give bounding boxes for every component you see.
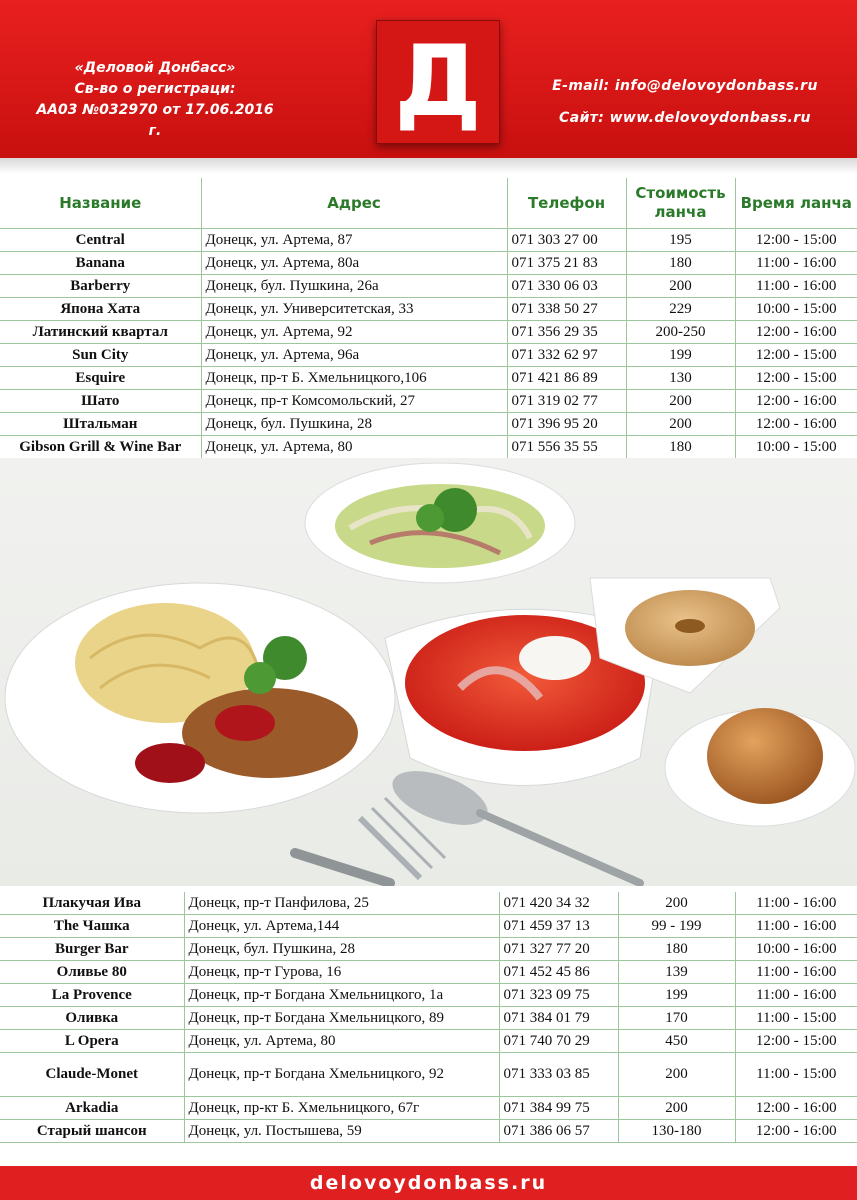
column-price-header: Стоимость ланча	[626, 178, 735, 229]
table-row	[0, 367, 857, 390]
restaurant-address: Донецк, пр-т Богдана Хмельницкого, 89	[184, 1007, 499, 1030]
restaurant-phone: 071 356 29 35	[507, 321, 626, 344]
header-shadow	[0, 158, 857, 174]
restaurant-name: Central	[0, 229, 201, 252]
restaurant-phone: 071 459 37 13	[499, 915, 618, 938]
lunch-time: 11:00 - 16:00	[735, 892, 857, 915]
restaurant-address: Донецк, ул. Постышева, 59	[184, 1120, 499, 1143]
lunch-price: 200	[626, 413, 735, 436]
lunch-illustration	[0, 458, 857, 886]
table-row	[0, 961, 857, 984]
table-row	[0, 915, 857, 938]
restaurant-address: Донецк, ул. Университетская, 33	[201, 298, 507, 321]
table-row	[0, 1097, 857, 1120]
table-row	[0, 321, 857, 344]
restaurant-address: Донецк, ул. Артема, 80а	[201, 252, 507, 275]
table-row	[0, 344, 857, 367]
restaurant-address: Донецк, пр-т Гурова, 16	[184, 961, 499, 984]
restaurant-phone: 071 556 35 55	[507, 436, 626, 459]
table-row	[0, 892, 857, 915]
lunch-price: 180	[618, 938, 735, 961]
footer-website-link[interactable]: delovoydonbass.ru	[309, 1172, 548, 1194]
restaurant-address: Донецк, пр-т Б. Хмельницкого,106	[201, 367, 507, 390]
lunch-time: 10:00 - 15:00	[735, 436, 857, 459]
restaurants-table-top	[0, 178, 857, 459]
lunch-time: 12:00 - 16:00	[735, 321, 857, 344]
lunch-time: 11:00 - 16:00	[735, 984, 857, 1007]
lunch-time: 11:00 - 16:00	[735, 961, 857, 984]
restaurant-phone: 071 319 02 77	[507, 390, 626, 413]
restaurant-phone: 071 452 45 86	[499, 961, 618, 984]
restaurant-address: Донецк, пр-кт Б. Хмельницкого, 67г	[184, 1097, 499, 1120]
lunch-time: 12:00 - 16:00	[735, 413, 857, 436]
lunch-time: 11:00 - 16:00	[735, 915, 857, 938]
table-row	[0, 1053, 857, 1097]
page-footer	[0, 1166, 857, 1200]
restaurant-name: Arkadia	[0, 1097, 184, 1120]
table-row	[0, 1007, 857, 1030]
restaurant-address: Донецк, ул. Артема, 80	[184, 1030, 499, 1053]
column-name-header: Название	[0, 178, 201, 229]
restaurant-phone: 071 333 03 85	[499, 1053, 618, 1097]
restaurant-phone: 071 330 06 03	[507, 275, 626, 298]
table-row	[0, 1030, 857, 1053]
restaurant-phone: 071 375 21 83	[507, 252, 626, 275]
registration-label: Св-во о регистраци:	[74, 81, 236, 97]
column-address-header: Адрес	[201, 178, 507, 229]
restaurant-phone: 071 323 09 75	[499, 984, 618, 1007]
lunch-time: 12:00 - 16:00	[735, 390, 857, 413]
lunch-time: 10:00 - 15:00	[735, 298, 857, 321]
lunch-price: 170	[618, 1007, 735, 1030]
lunch-price: 229	[626, 298, 735, 321]
website-link[interactable]: Сайт: www.delovoydonbass.ru	[559, 110, 811, 126]
publisher-name: «Деловой Донбасс»	[74, 60, 236, 76]
table-row	[0, 229, 857, 252]
restaurant-address: Донецк, пр-т Панфилова, 25	[184, 892, 499, 915]
restaurant-address: Донецк, ул. Артема,144	[184, 915, 499, 938]
lunch-time: 12:00 - 16:00	[735, 1120, 857, 1143]
table-row	[0, 938, 857, 961]
restaurant-name: Плакучая Ива	[0, 892, 184, 915]
registration-number: AA03 №032970 от 17.06.2016 г.	[36, 102, 274, 139]
lunch-price: 199	[618, 984, 735, 1007]
restaurant-name: Шато	[0, 390, 201, 413]
lunch-time: 12:00 - 15:00	[735, 229, 857, 252]
logo-letter: Д	[394, 25, 482, 139]
lunch-time: 12:00 - 15:00	[735, 367, 857, 390]
restaurant-name: Sun City	[0, 344, 201, 367]
restaurant-phone: 071 740 70 29	[499, 1030, 618, 1053]
restaurant-name: Япона Хата	[0, 298, 201, 321]
lunch-price: 450	[618, 1030, 735, 1053]
column-phone-header: Телефон	[507, 178, 626, 229]
restaurant-phone: 071 384 99 75	[499, 1097, 618, 1120]
contact-info	[520, 70, 850, 134]
restaurant-phone: 071 386 06 57	[499, 1120, 618, 1143]
restaurant-phone: 071 332 62 97	[507, 344, 626, 367]
lunch-time: 10:00 - 16:00	[735, 938, 857, 961]
lunch-price: 199	[626, 344, 735, 367]
restaurant-name: Оливье 80	[0, 961, 184, 984]
restaurant-address: Донецк, пр-т Комсомольский, 27	[201, 390, 507, 413]
logo	[376, 20, 500, 144]
restaurant-name: Banana	[0, 252, 201, 275]
lunch-price: 180	[626, 252, 735, 275]
lunch-price: 130-180	[618, 1120, 735, 1143]
lunch-price: 200	[626, 275, 735, 298]
restaurant-name: The Чашка	[0, 915, 184, 938]
registration-info	[30, 58, 280, 142]
table-row	[0, 436, 857, 459]
restaurant-address: Донецк, ул. Артема, 87	[201, 229, 507, 252]
restaurant-name: Латинский квартал	[0, 321, 201, 344]
lunch-time: 11:00 - 15:00	[735, 1007, 857, 1030]
restaurant-phone: 071 327 77 20	[499, 938, 618, 961]
lunch-time: 12:00 - 15:00	[735, 1030, 857, 1053]
page-header	[0, 0, 857, 158]
restaurant-name: La Provence	[0, 984, 184, 1007]
table-row	[0, 275, 857, 298]
lunch-time: 11:00 - 16:00	[735, 252, 857, 275]
restaurant-address: Донецк, ул. Артема, 92	[201, 321, 507, 344]
restaurant-address: Донецк, ул. Артема, 96а	[201, 344, 507, 367]
table-row	[0, 390, 857, 413]
restaurant-name: Оливка	[0, 1007, 184, 1030]
table-row	[0, 413, 857, 436]
restaurant-phone: 071 421 86 89	[507, 367, 626, 390]
lunch-time: 11:00 - 15:00	[735, 1053, 857, 1097]
restaurant-name: Burger Bar	[0, 938, 184, 961]
restaurant-address: Донецк, пр-т Богдана Хмельницкого, 1а	[184, 984, 499, 1007]
email-link[interactable]: E-mail: info@delovoydonbass.ru	[552, 78, 818, 94]
restaurant-phone: 071 420 34 32	[499, 892, 618, 915]
restaurant-name: Barberry	[0, 275, 201, 298]
table-header-row	[0, 178, 857, 229]
lunch-price: 139	[618, 961, 735, 984]
lunch-price: 200-250	[626, 321, 735, 344]
table-row	[0, 984, 857, 1007]
restaurant-phone: 071 303 27 00	[507, 229, 626, 252]
lunch-price: 200	[618, 1097, 735, 1120]
restaurant-phone: 071 384 01 79	[499, 1007, 618, 1030]
table-row	[0, 298, 857, 321]
lunch-price: 200	[626, 390, 735, 413]
table-row	[0, 252, 857, 275]
table-row	[0, 1120, 857, 1143]
restaurant-name: Старый шансон	[0, 1120, 184, 1143]
restaurant-name: Esquire	[0, 367, 201, 390]
restaurant-name: Gibson Grill & Wine Bar	[0, 436, 201, 459]
restaurant-address: Донецк, бул. Пушкина, 26а	[201, 275, 507, 298]
restaurant-address: Донецк, ул. Артема, 80	[201, 436, 507, 459]
lunch-time: 12:00 - 16:00	[735, 1097, 857, 1120]
restaurant-name: Штальман	[0, 413, 201, 436]
lunch-time: 12:00 - 15:00	[735, 344, 857, 367]
lunch-price: 200	[618, 1053, 735, 1097]
lunch-price: 195	[626, 229, 735, 252]
food-photo	[0, 458, 857, 886]
restaurants-table-bottom	[0, 892, 857, 1143]
restaurant-address: Донецк, бул. Пушкина, 28	[201, 413, 507, 436]
lunch-price: 180	[626, 436, 735, 459]
lunch-price: 99 - 199	[618, 915, 735, 938]
restaurant-phone: 071 338 50 27	[507, 298, 626, 321]
restaurant-address: Донецк, бул. Пушкина, 28	[184, 938, 499, 961]
restaurant-address: Донецк, пр-т Богдана Хмельницкого, 92	[184, 1053, 499, 1097]
restaurant-name: L Opera	[0, 1030, 184, 1053]
lunch-price: 200	[618, 892, 735, 915]
lunch-price: 130	[626, 367, 735, 390]
restaurant-phone: 071 396 95 20	[507, 413, 626, 436]
restaurant-name: Claude-Monet	[0, 1053, 184, 1097]
column-time-header: Время ланча	[735, 178, 857, 229]
lunch-time: 11:00 - 16:00	[735, 275, 857, 298]
